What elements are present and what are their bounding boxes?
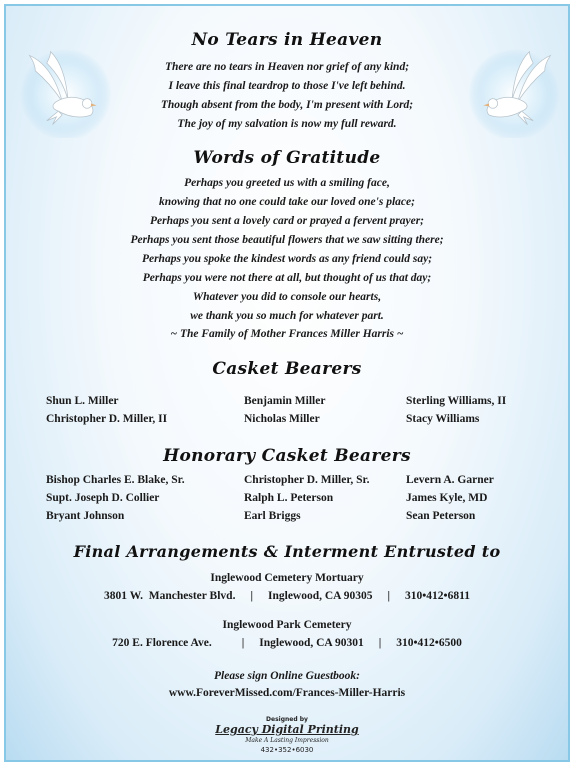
bearer-row <box>46 410 548 428</box>
mortuary-city: Inglewood, CA 90305 <box>268 590 373 602</box>
poem-line: The joy of my salvation is now my full reward. <box>177 118 397 130</box>
poem-title: No Tears in Heaven <box>191 30 383 50</box>
bearer-row <box>46 507 548 525</box>
separator: | <box>250 590 253 602</box>
casket-bearers-list <box>46 392 548 428</box>
gratitude-body <box>6 174 568 326</box>
printer-phone: 432•352•6030 <box>260 746 314 754</box>
poem-line: Perhaps you sent a lovely card or prayed a fervent prayer; <box>149 215 425 227</box>
bearer-name: Benjamin Miller <box>244 395 326 407</box>
cemetery-address <box>6 634 568 652</box>
bearer-name: Sterling Williams, II <box>406 395 507 407</box>
mortuary-phone: 310•412•6811 <box>405 590 470 602</box>
printer-logo: Legacy Digital Printing <box>215 723 359 736</box>
poem-line: Though absent from the body, I'm present with Lord; <box>160 99 414 111</box>
guestbook-block <box>6 668 568 702</box>
guestbook-url[interactable]: www.ForeverMissed.com/Frances-Miller-Harris <box>168 687 406 699</box>
mortuary-name: Inglewood Cemetery Mortuary <box>210 572 364 584</box>
cemetery-phone: 310•412•6500 <box>396 637 462 649</box>
bearer-name: Stacy Williams <box>406 413 480 425</box>
bearer-row <box>46 489 548 507</box>
designed-by-label: Designed by <box>266 716 308 723</box>
bearer-row <box>46 471 548 489</box>
poem-line: we thank you so much for whatever part. <box>190 310 384 322</box>
gratitude-title: Words of Gratitude <box>193 148 381 168</box>
poem-line: Whatever you did to console our hearts, <box>192 291 382 303</box>
bearer-name: Nicholas Miller <box>244 413 320 425</box>
cemetery-block <box>6 616 568 652</box>
separator: | <box>387 590 391 602</box>
bearer-row <box>46 392 548 410</box>
mortuary-address <box>6 587 568 605</box>
poem-line: Perhaps you greeted us with a smiling face, <box>184 177 390 189</box>
honorary-bearers-title: Honorary Casket Bearers <box>163 446 411 466</box>
separator: | <box>378 637 382 649</box>
bearer-name: Levern A. Garner <box>406 474 494 486</box>
bearer-name: Bryant Johnson <box>46 510 125 522</box>
mortuary-block <box>6 569 568 605</box>
family-signature: ~ The Family of Mother Frances Miller Harris ~ <box>170 328 404 340</box>
poem-line: There are no tears in Heaven nor grief of any kind; <box>164 61 410 73</box>
arrangements-title: Final Arrangements & Interment Entrusted to <box>73 542 501 561</box>
printer-tagline: Make A Lasting Impression <box>245 737 329 744</box>
guestbook-prompt: Please sign Online Guestbook: <box>214 670 360 682</box>
cemetery-name: Inglewood Park Cemetery <box>222 619 352 631</box>
poem-line: Perhaps you spoke the kindest words as any friend could say; <box>141 253 433 265</box>
casket-bearers-title: Casket Bearers <box>212 359 362 379</box>
bearer-name: Christopher D. Miller, Sr. <box>244 474 370 486</box>
bearer-name: Christopher D. Miller, II <box>46 413 168 425</box>
cemetery-street: 720 E. Florence Ave. <box>112 637 212 649</box>
mortuary-street: 3801 W. Manchester Blvd. <box>104 590 236 602</box>
bearer-name: Ralph L. Peterson <box>244 492 334 504</box>
bearer-name: James Kyle, MD <box>406 492 488 504</box>
bearer-name: Shun L. Miller <box>46 395 119 407</box>
poem-body <box>6 58 568 134</box>
cemetery-city: Inglewood, CA 90301 <box>259 637 364 649</box>
funeral-program-page <box>4 4 570 762</box>
separator: | <box>241 637 245 649</box>
bearer-name: Supt. Joseph D. Collier <box>46 492 160 504</box>
poem-line: knowing that no one could take our loved one's place; <box>159 196 415 208</box>
poem-line: Perhaps you sent those beautiful flowers that we saw sitting there; <box>130 234 444 246</box>
bearer-name: Earl Briggs <box>244 510 301 522</box>
poem-line: Perhaps you were not there at all, but thought of us that day; <box>142 272 432 284</box>
printer-credit <box>6 716 568 755</box>
honorary-bearers-list <box>46 471 548 525</box>
bearer-name: Bishop Charles E. Blake, Sr. <box>46 474 185 486</box>
bearer-name: Sean Peterson <box>406 510 476 522</box>
poem-line: I leave this final teardrop to those I've left behind. <box>168 80 406 92</box>
